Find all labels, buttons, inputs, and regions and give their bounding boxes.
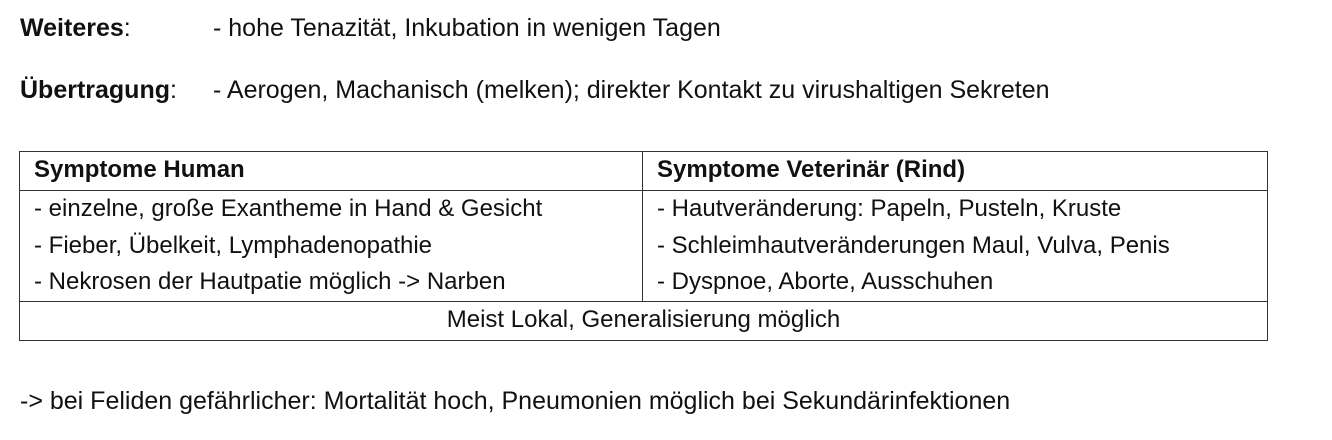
header-human: Symptome Human bbox=[20, 152, 643, 191]
symptoms-table bbox=[19, 151, 1268, 341]
uebertragung-label: Übertragung bbox=[20, 76, 170, 104]
table-body-row bbox=[20, 191, 1268, 302]
uebertragung-colon: : bbox=[170, 76, 177, 104]
human-symptom-item: - Nekrosen der Hautpatie möglich -> Narben bbox=[34, 268, 506, 295]
footnote: -> bei Feliden gefährlicher: Mortalität hoch, Pneumonien möglich bei Sekundärinfektionen bbox=[20, 387, 1011, 415]
weiteres-colon: : bbox=[123, 14, 131, 42]
header-veterinaer: Symptome Veterinär (Rind) bbox=[643, 152, 1268, 191]
weiteres-value: - hohe Tenazität, Inkubation in wenigen Tagen bbox=[213, 14, 721, 42]
table-footer-cell: Meist Lokal, Generalisierung möglich bbox=[20, 301, 1268, 340]
table-header-row bbox=[20, 152, 1268, 191]
uebertragung-line bbox=[20, 74, 1050, 106]
table-footer-row bbox=[20, 301, 1268, 340]
weiteres-line bbox=[20, 12, 721, 44]
human-symptom-item: - einzelne, große Exantheme in Hand & Gesicht bbox=[34, 195, 543, 222]
weiteres-label: Weiteres bbox=[20, 14, 124, 42]
human-symptom-item: - Fieber, Übelkeit, Lymphadenopathie bbox=[34, 231, 433, 259]
uebertragung-value: - Aerogen, Machanisch (melken); direkter Kontakt zu virushaltigen Sekreten bbox=[213, 76, 1050, 104]
veterinaer-symptom-item: - Schleimhautveränderungen Maul, Vulva, Penis bbox=[657, 231, 1170, 259]
veterinaer-symptom-item: - Dyspnoe, Aborte, Ausschuhen bbox=[657, 268, 994, 295]
veterinaer-symptom-item: - Hautveränderung: Papeln, Pusteln, Kruste bbox=[657, 195, 1122, 222]
veterinaer-symptoms-cell bbox=[643, 191, 1268, 302]
human-symptoms-cell bbox=[20, 191, 643, 302]
